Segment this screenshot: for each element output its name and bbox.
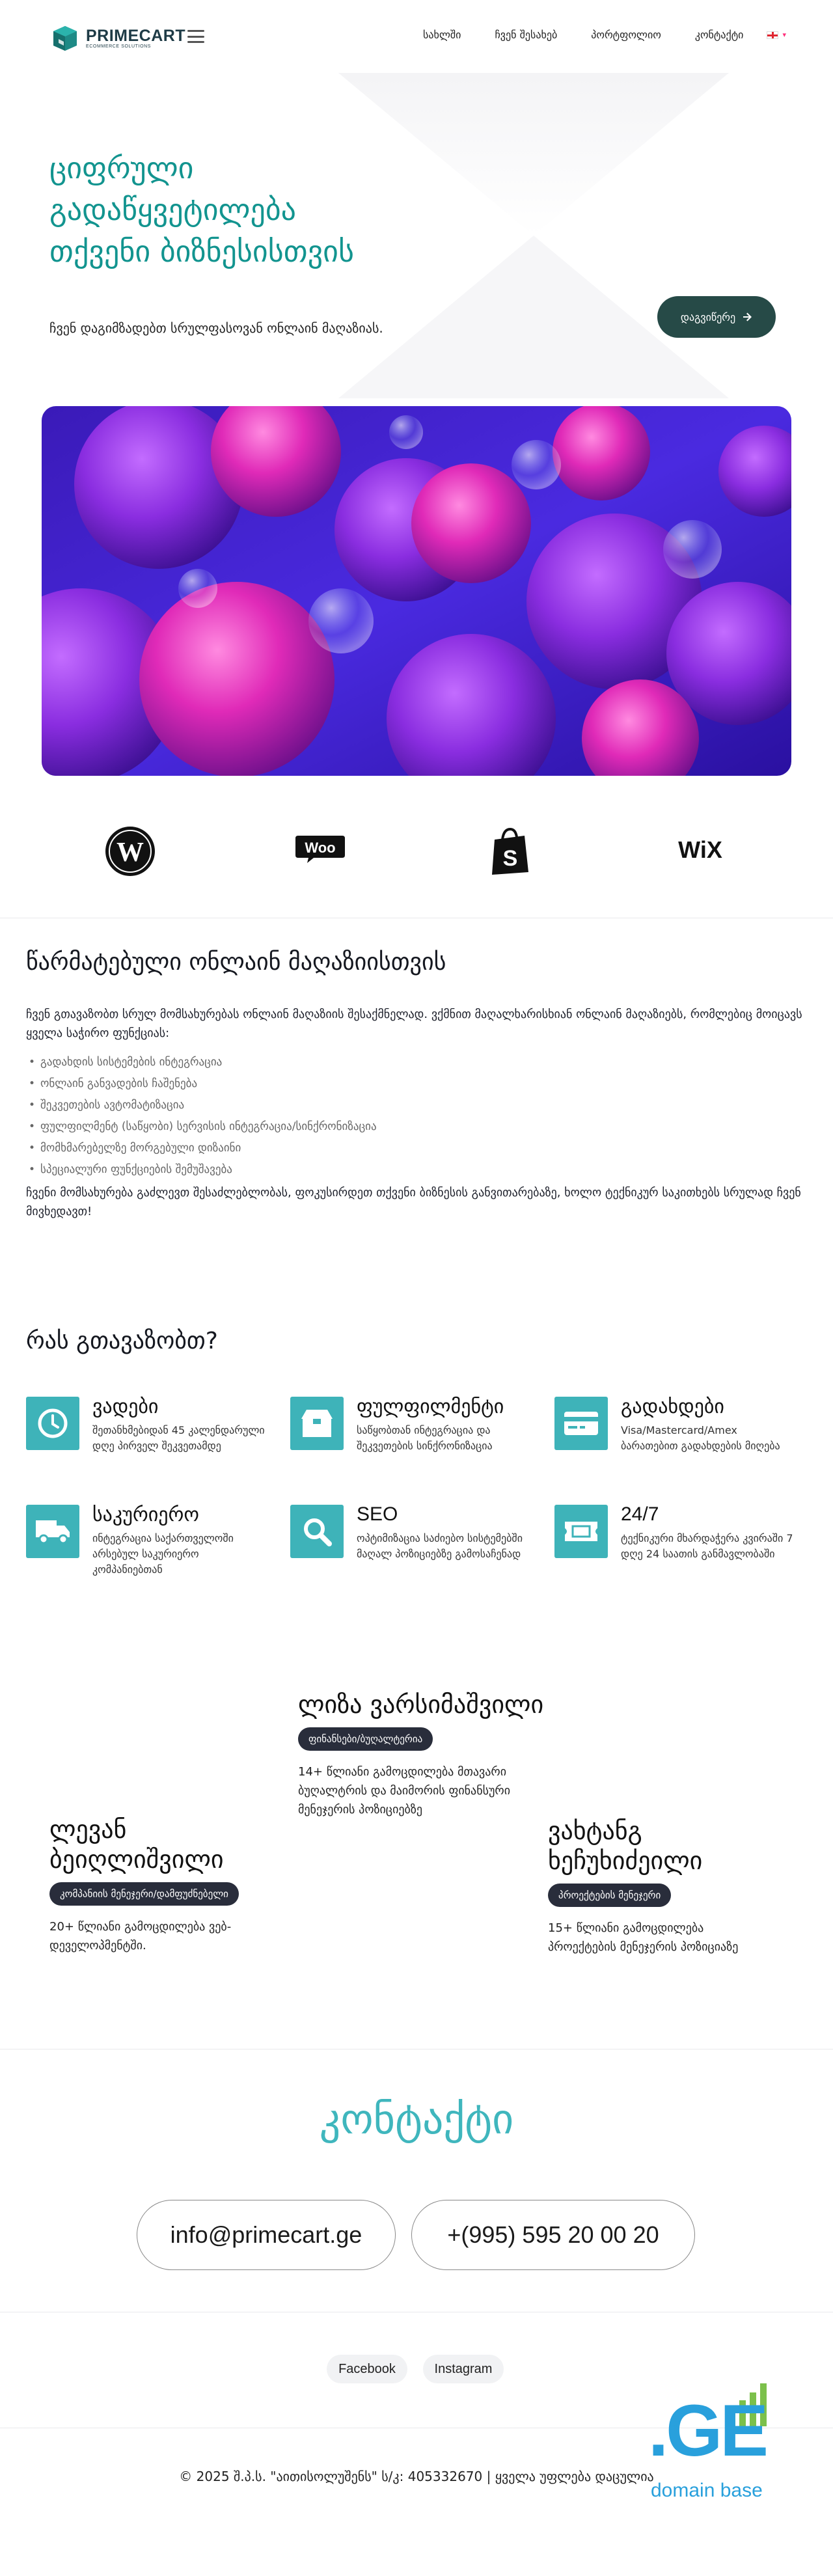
- services-title: რას გთავაზობთ?: [26, 1328, 218, 1354]
- credit-card-icon: [554, 1397, 608, 1450]
- feature-list: [26, 1052, 377, 1181]
- box-icon: [290, 1397, 344, 1450]
- copyright-text: © 2025 შ.პ.ს. "აითისოლუშენს" ს/კ: 405332670 | ყველა უფლება დაცულია: [179, 2469, 654, 2484]
- service-card: [26, 1505, 273, 1583]
- wordpress-logo: [104, 825, 156, 877]
- hero-title-line: ციფრული: [49, 150, 194, 185]
- service-title: 24/7: [621, 1503, 659, 1525]
- woo-label: Woo: [305, 840, 336, 856]
- georgia-flag-icon: [767, 31, 778, 39]
- role-badge: კომპანიის მენეჯერი/დამფუძნებელი: [49, 1882, 239, 1906]
- service-card: [290, 1505, 538, 1583]
- service-desc: Visa/Mastercard/Amex ბარათებით გადახდების მიღება: [621, 1424, 780, 1452]
- language-switcher[interactable]: [767, 31, 786, 39]
- service-title: საკურიერო: [92, 1503, 199, 1526]
- email-link[interactable]: info@primecart.ge: [137, 2200, 396, 2270]
- service-card: [554, 1505, 802, 1583]
- ge-badge-sub: domain base: [651, 2480, 763, 2501]
- team-member-card: [49, 1815, 297, 1955]
- list-item: • მომხმარებელზე მორგებული დიზაინი: [26, 1138, 377, 1159]
- woocommerce-logo: [294, 833, 346, 866]
- nav-contact[interactable]: კონტაქტი: [694, 29, 744, 41]
- main-nav: [389, 29, 786, 41]
- facebook-link[interactable]: Facebook: [327, 2355, 407, 2383]
- service-title: ვადები: [92, 1395, 159, 1418]
- nav-about[interactable]: ჩვენ შესახებ: [495, 29, 558, 41]
- team-member-card: [298, 1690, 545, 1819]
- hero-image: [42, 406, 791, 776]
- nav-portfolio[interactable]: პორტფოლიო: [591, 29, 661, 41]
- list-item: • ონლაინ განვადების ჩაშენება: [26, 1073, 377, 1095]
- phone-link[interactable]: +(995) 595 20 00 20: [411, 2200, 695, 2270]
- list-item: • შეკვეთების ავტომატიზაცია: [26, 1095, 377, 1116]
- hero-title: [49, 147, 414, 272]
- ge-domain-badge[interactable]: [648, 2382, 785, 2512]
- member-desc: 20+ წლიანი გამოცდილება ვებ-დეველოპმენტში.: [49, 1920, 232, 1953]
- instagram-link[interactable]: Instagram: [423, 2355, 504, 2383]
- shopify-logo: [487, 827, 532, 876]
- ge-badge-text: .GE: [648, 2390, 766, 2471]
- service-card: [26, 1397, 273, 1475]
- nav-home[interactable]: სახლში: [423, 29, 461, 41]
- list-item: • ფულფილმენტ (საწყობი) სერვისის ინტეგრაცია/სინქრონიზაცია: [26, 1116, 377, 1138]
- member-name: ლევან ბეიღლიშვილი: [49, 1815, 224, 1874]
- member-name: ლიზა ვარსიმაშვილი: [298, 1690, 544, 1719]
- clock-icon: [26, 1397, 79, 1450]
- role-badge: ფინანსები/ბუღალტერია: [298, 1727, 433, 1751]
- service-desc: ტექნიკური მხარდაჭერა კვირაში 7 დღე 24 საათის განმავლობაში: [621, 1532, 793, 1560]
- list-item: • გადახდის სისტემების ინტეგრაცია: [26, 1052, 377, 1073]
- svg-text:W: W: [116, 838, 144, 868]
- search-icon: [290, 1505, 344, 1558]
- contact-title: კონტაქტი: [319, 2096, 514, 2144]
- site-header: [0, 0, 833, 73]
- service-desc: ოპტიმიზაცია საძიებო სისტემებში მაღალ პოზიციებზე გამოსაჩენად: [357, 1532, 523, 1560]
- hero-subtitle: ჩვენ დაგიმზადებთ სრულფასოვან ონლაინ მაღაზიას.: [49, 320, 383, 336]
- list-item: • სპეციალური ფუნქციების შემუშავება: [26, 1159, 377, 1181]
- service-title: ფულფილმენტი: [357, 1395, 504, 1418]
- truck-icon: [26, 1505, 79, 1558]
- service-card: [554, 1397, 802, 1475]
- service-desc: ინტეგრაცია საქართველოში არსებულ საკურიერო კომპანიებთან: [92, 1532, 234, 1576]
- service-desc: საწყობთან ინტეგრაცია და შეკვეთების სინქრონიზაცია: [357, 1424, 493, 1452]
- member-desc: 15+ წლიანი გამოცდილება პროექტების მენეჯერის პოზიციაზე: [548, 1921, 739, 1954]
- logo[interactable]: [49, 22, 185, 53]
- member-desc: 14+ წლიანი გამოცდილება მთავარი ბუღალტრის და მაიმორის ფინანსური მენეჯერის პოზიციებზე: [298, 1765, 511, 1816]
- service-card: [290, 1397, 538, 1475]
- about-title: წარმატებული ონლაინ მაღაზიისთვის: [26, 949, 446, 976]
- logo-name: PRIMECART: [86, 26, 186, 45]
- team-member-card: [548, 1816, 763, 1956]
- wix-logo: [673, 836, 728, 864]
- hero-title-line: თქვენი ბიზნესისთვის: [49, 234, 354, 269]
- menu-icon[interactable]: [187, 30, 204, 43]
- svg-text:S: S: [502, 846, 518, 871]
- primecart-logo-icon: [49, 22, 81, 53]
- service-title: SEO: [357, 1503, 398, 1525]
- role-badge: პროექტების მენეჯერი: [548, 1884, 671, 1907]
- about-intro: ჩვენ გთავაზობთ სრულ მომსახურებას ონლაინ მაღაზიის შესაქმნელად. ვქმნით მაღალხარისხიან ონლაინ მაღაზიებს, რომლებიც მოიცავს ყველა საჭირო ფუნქციას:: [26, 1007, 802, 1040]
- ticket-icon: [554, 1505, 608, 1558]
- service-desc: შეთანხმებიდან 45 კალენდარული დღე პირველ შეკვეთამდე: [92, 1424, 265, 1452]
- logo-tagline: ECOMMERCE SOLUTIONS: [86, 44, 152, 49]
- hero-title-line: გადაწყვეტილება: [49, 192, 297, 227]
- service-title: გადახდები: [621, 1395, 724, 1418]
- write-us-button[interactable]: [657, 296, 776, 338]
- write-us-label: დაგვიწერე: [680, 310, 736, 323]
- arrow-right-icon: [742, 312, 752, 322]
- chevron-down-icon: ▾: [782, 31, 786, 39]
- wix-label: WiX: [678, 836, 722, 863]
- member-name: ვახტანგ ხეჩუხიძეილი: [548, 1816, 703, 1875]
- platform-logos: [0, 814, 833, 885]
- about-outro: ჩვენი მომსახურება გაძლევთ შესაძლებლობას, ფოკუსირდეთ თქვენი ბიზნესის განვითარებაზე, ხოლო ტექნიკურ საკითხებს სრულად ჩვენ მივხედავთ!: [26, 1186, 801, 1218]
